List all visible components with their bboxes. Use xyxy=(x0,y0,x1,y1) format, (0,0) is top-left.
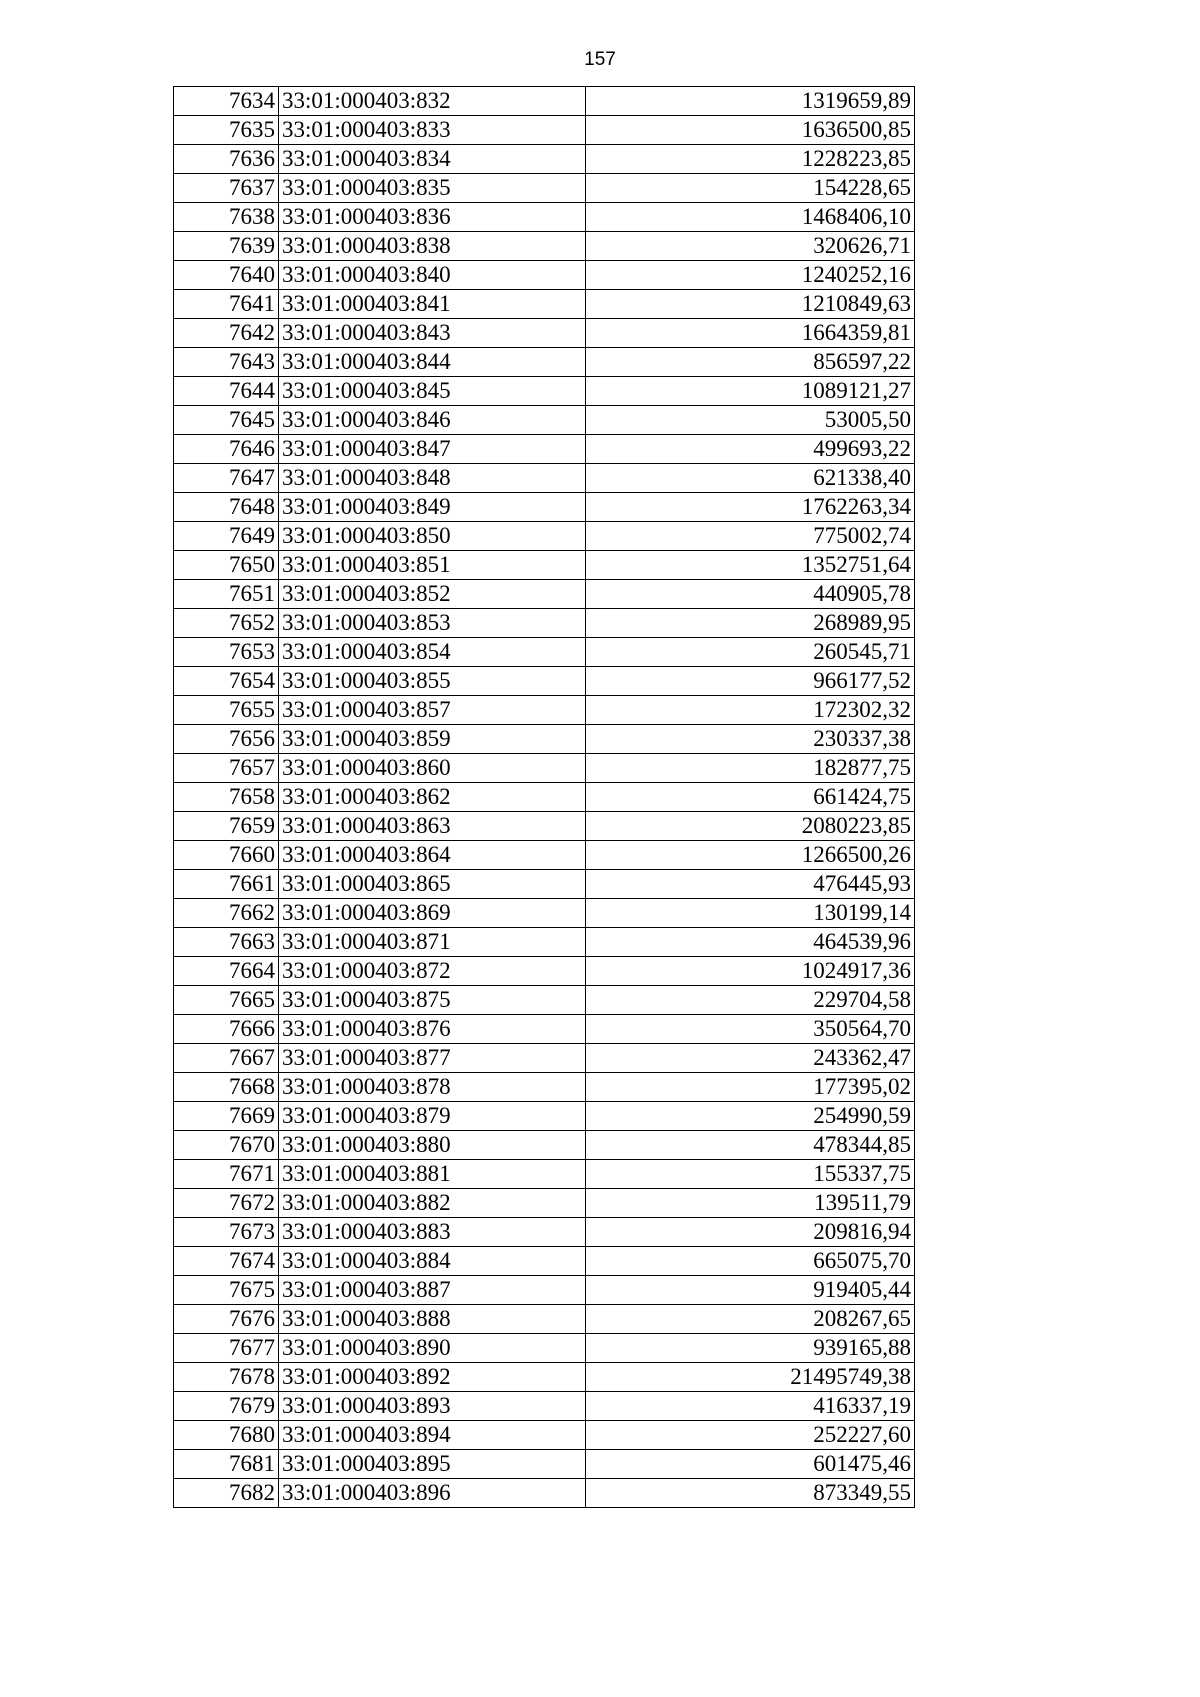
cadastral-value-cell: 254990,59 xyxy=(586,1102,915,1131)
cadastral-value-cell: 601475,46 xyxy=(586,1450,915,1479)
table-row xyxy=(174,1073,915,1102)
table-row xyxy=(174,1334,915,1363)
row-number-cell: 7648 xyxy=(174,493,279,522)
cadastral-value-cell: 252227,60 xyxy=(586,1421,915,1450)
cadastral-number-cell: 33:01:000403:844 xyxy=(279,348,586,377)
cadastral-value-cell: 476445,93 xyxy=(586,870,915,899)
row-number-cell: 7682 xyxy=(174,1479,279,1508)
row-number-cell: 7679 xyxy=(174,1392,279,1421)
cadastral-number-cell: 33:01:000403:859 xyxy=(279,725,586,754)
cadastral-value-cell: 1319659,89 xyxy=(586,87,915,116)
cadastral-value-cell: 416337,19 xyxy=(586,1392,915,1421)
row-number-cell: 7657 xyxy=(174,754,279,783)
cadastral-value-cell: 130199,14 xyxy=(586,899,915,928)
table-row xyxy=(174,870,915,899)
cadastral-number-cell: 33:01:000403:841 xyxy=(279,290,586,319)
table-body xyxy=(174,87,915,1508)
table-row xyxy=(174,1276,915,1305)
row-number-cell: 7678 xyxy=(174,1363,279,1392)
table-row xyxy=(174,493,915,522)
cadastral-value-cell: 464539,96 xyxy=(586,928,915,957)
cadastral-number-cell: 33:01:000403:865 xyxy=(279,870,586,899)
cadastral-number-cell: 33:01:000403:853 xyxy=(279,609,586,638)
row-number-cell: 7672 xyxy=(174,1189,279,1218)
table-row xyxy=(174,1305,915,1334)
cadastral-number-cell: 33:01:000403:895 xyxy=(279,1450,586,1479)
row-number-cell: 7652 xyxy=(174,609,279,638)
cadastral-number-cell: 33:01:000403:833 xyxy=(279,116,586,145)
table-row xyxy=(174,957,915,986)
cadastral-value-cell: 621338,40 xyxy=(586,464,915,493)
table-row xyxy=(174,580,915,609)
table-row xyxy=(174,986,915,1015)
row-number-cell: 7659 xyxy=(174,812,279,841)
row-number-cell: 7677 xyxy=(174,1334,279,1363)
table-row xyxy=(174,928,915,957)
cadastral-number-cell: 33:01:000403:862 xyxy=(279,783,586,812)
cadastral-number-cell: 33:01:000403:847 xyxy=(279,435,586,464)
cadastral-number-cell: 33:01:000403:896 xyxy=(279,1479,586,1508)
row-number-cell: 7675 xyxy=(174,1276,279,1305)
table-row xyxy=(174,667,915,696)
table-row xyxy=(174,1015,915,1044)
row-number-cell: 7646 xyxy=(174,435,279,464)
cadastral-value-cell: 919405,44 xyxy=(586,1276,915,1305)
cadastral-number-cell: 33:01:000403:840 xyxy=(279,261,586,290)
table-row xyxy=(174,1131,915,1160)
table-row xyxy=(174,812,915,841)
cadastral-number-cell: 33:01:000403:851 xyxy=(279,551,586,580)
cadastral-value-cell: 1210849,63 xyxy=(586,290,915,319)
cadastral-number-cell: 33:01:000403:832 xyxy=(279,87,586,116)
table-row xyxy=(174,203,915,232)
row-number-cell: 7644 xyxy=(174,377,279,406)
table-row xyxy=(174,783,915,812)
table-row xyxy=(174,1044,915,1073)
table-row xyxy=(174,522,915,551)
cadastral-value-cell: 440905,78 xyxy=(586,580,915,609)
cadastral-number-cell: 33:01:000403:860 xyxy=(279,754,586,783)
cadastral-number-cell: 33:01:000403:879 xyxy=(279,1102,586,1131)
cadastral-value-cell: 1664359,81 xyxy=(586,319,915,348)
row-number-cell: 7635 xyxy=(174,116,279,145)
row-number-cell: 7645 xyxy=(174,406,279,435)
table-row xyxy=(174,1479,915,1508)
cadastral-value-cell: 1228223,85 xyxy=(586,145,915,174)
cadastral-number-cell: 33:01:000403:836 xyxy=(279,203,586,232)
table-row xyxy=(174,754,915,783)
table-row xyxy=(174,174,915,203)
cadastral-number-cell: 33:01:000403:855 xyxy=(279,667,586,696)
cadastral-number-cell: 33:01:000403:888 xyxy=(279,1305,586,1334)
row-number-cell: 7670 xyxy=(174,1131,279,1160)
table-row xyxy=(174,435,915,464)
cadastral-number-cell: 33:01:000403:846 xyxy=(279,406,586,435)
table-row xyxy=(174,261,915,290)
cadastral-value-cell: 1762263,34 xyxy=(586,493,915,522)
cadastral-number-cell: 33:01:000403:869 xyxy=(279,899,586,928)
table-row xyxy=(174,290,915,319)
row-number-cell: 7681 xyxy=(174,1450,279,1479)
cadastral-number-cell: 33:01:000403:876 xyxy=(279,1015,586,1044)
cadastral-value-cell: 172302,32 xyxy=(586,696,915,725)
row-number-cell: 7641 xyxy=(174,290,279,319)
cadastral-number-cell: 33:01:000403:877 xyxy=(279,1044,586,1073)
row-number-cell: 7667 xyxy=(174,1044,279,1073)
row-number-cell: 7634 xyxy=(174,87,279,116)
cadastral-value-cell: 775002,74 xyxy=(586,522,915,551)
cadastral-number-cell: 33:01:000403:887 xyxy=(279,1276,586,1305)
cadastral-number-cell: 33:01:000403:857 xyxy=(279,696,586,725)
table-row xyxy=(174,609,915,638)
table-row xyxy=(174,348,915,377)
cadastral-number-cell: 33:01:000403:880 xyxy=(279,1131,586,1160)
cadastral-value-cell: 320626,71 xyxy=(586,232,915,261)
row-number-cell: 7640 xyxy=(174,261,279,290)
table-row xyxy=(174,232,915,261)
cadastral-number-cell: 33:01:000403:890 xyxy=(279,1334,586,1363)
cadastral-value-cell: 1240252,16 xyxy=(586,261,915,290)
cadastral-value-cell: 230337,38 xyxy=(586,725,915,754)
cadastral-value-cell: 1266500,26 xyxy=(586,841,915,870)
cadastral-value-cell: 1468406,10 xyxy=(586,203,915,232)
cadastral-value-cell: 665075,70 xyxy=(586,1247,915,1276)
table-row xyxy=(174,464,915,493)
cadastral-number-cell: 33:01:000403:864 xyxy=(279,841,586,870)
row-number-cell: 7674 xyxy=(174,1247,279,1276)
row-number-cell: 7647 xyxy=(174,464,279,493)
table-row xyxy=(174,1450,915,1479)
row-number-cell: 7668 xyxy=(174,1073,279,1102)
cadastral-value-cell: 499693,22 xyxy=(586,435,915,464)
row-number-cell: 7638 xyxy=(174,203,279,232)
cadastral-value-cell: 873349,55 xyxy=(586,1479,915,1508)
row-number-cell: 7660 xyxy=(174,841,279,870)
table-row xyxy=(174,319,915,348)
row-number-cell: 7655 xyxy=(174,696,279,725)
row-number-cell: 7662 xyxy=(174,899,279,928)
cadastral-number-cell: 33:01:000403:893 xyxy=(279,1392,586,1421)
table-row xyxy=(174,1363,915,1392)
table-row xyxy=(174,87,915,116)
table-row xyxy=(174,841,915,870)
cadastral-value-cell: 209816,94 xyxy=(586,1218,915,1247)
cadastral-value-cell: 350564,70 xyxy=(586,1015,915,1044)
cadastral-value-cell: 155337,75 xyxy=(586,1160,915,1189)
cadastral-number-cell: 33:01:000403:849 xyxy=(279,493,586,522)
table-row xyxy=(174,377,915,406)
table-row xyxy=(174,1247,915,1276)
cadastral-number-cell: 33:01:000403:881 xyxy=(279,1160,586,1189)
table-row xyxy=(174,1102,915,1131)
cadastral-number-cell: 33:01:000403:843 xyxy=(279,319,586,348)
table-row xyxy=(174,406,915,435)
cadastral-value-cell: 243362,47 xyxy=(586,1044,915,1073)
cadastral-value-cell: 939165,88 xyxy=(586,1334,915,1363)
row-number-cell: 7680 xyxy=(174,1421,279,1450)
cadastral-number-cell: 33:01:000403:852 xyxy=(279,580,586,609)
cadastral-value-cell: 208267,65 xyxy=(586,1305,915,1334)
row-number-cell: 7673 xyxy=(174,1218,279,1247)
table-row xyxy=(174,1392,915,1421)
cadastral-value-cell: 966177,52 xyxy=(586,667,915,696)
row-number-cell: 7654 xyxy=(174,667,279,696)
cadastral-value-table xyxy=(173,86,915,1508)
row-number-cell: 7642 xyxy=(174,319,279,348)
table-row xyxy=(174,116,915,145)
cadastral-value-cell: 154228,65 xyxy=(586,174,915,203)
cadastral-number-cell: 33:01:000403:854 xyxy=(279,638,586,667)
table-row xyxy=(174,1160,915,1189)
table-row xyxy=(174,696,915,725)
row-number-cell: 7661 xyxy=(174,870,279,899)
cadastral-value-cell: 1636500,85 xyxy=(586,116,915,145)
row-number-cell: 7663 xyxy=(174,928,279,957)
cadastral-value-cell: 661424,75 xyxy=(586,783,915,812)
cadastral-number-cell: 33:01:000403:838 xyxy=(279,232,586,261)
row-number-cell: 7651 xyxy=(174,580,279,609)
row-number-cell: 7649 xyxy=(174,522,279,551)
table-row xyxy=(174,899,915,928)
cadastral-value-cell: 478344,85 xyxy=(586,1131,915,1160)
table-row xyxy=(174,725,915,754)
row-number-cell: 7653 xyxy=(174,638,279,667)
cadastral-number-cell: 33:01:000403:884 xyxy=(279,1247,586,1276)
cadastral-number-cell: 33:01:000403:872 xyxy=(279,957,586,986)
table-row xyxy=(174,638,915,667)
cadastral-number-cell: 33:01:000403:875 xyxy=(279,986,586,1015)
row-number-cell: 7669 xyxy=(174,1102,279,1131)
row-number-cell: 7671 xyxy=(174,1160,279,1189)
cadastral-number-cell: 33:01:000403:883 xyxy=(279,1218,586,1247)
cadastral-value-cell: 139511,79 xyxy=(586,1189,915,1218)
cadastral-value-cell: 268989,95 xyxy=(586,609,915,638)
cadastral-number-cell: 33:01:000403:848 xyxy=(279,464,586,493)
cadastral-number-cell: 33:01:000403:892 xyxy=(279,1363,586,1392)
cadastral-value-cell: 260545,71 xyxy=(586,638,915,667)
cadastral-number-cell: 33:01:000403:835 xyxy=(279,174,586,203)
cadastral-value-cell: 1089121,27 xyxy=(586,377,915,406)
cadastral-value-cell: 1024917,36 xyxy=(586,957,915,986)
cadastral-number-cell: 33:01:000403:863 xyxy=(279,812,586,841)
table-row xyxy=(174,551,915,580)
row-number-cell: 7650 xyxy=(174,551,279,580)
cadastral-number-cell: 33:01:000403:878 xyxy=(279,1073,586,1102)
cadastral-number-cell: 33:01:000403:871 xyxy=(279,928,586,957)
row-number-cell: 7665 xyxy=(174,986,279,1015)
page-number: 157 xyxy=(584,49,616,70)
cadastral-value-cell: 2080223,85 xyxy=(586,812,915,841)
row-number-cell: 7639 xyxy=(174,232,279,261)
cadastral-value-cell: 856597,22 xyxy=(586,348,915,377)
row-number-cell: 7637 xyxy=(174,174,279,203)
table-row xyxy=(174,1421,915,1450)
row-number-cell: 7643 xyxy=(174,348,279,377)
table-row xyxy=(174,1189,915,1218)
row-number-cell: 7664 xyxy=(174,957,279,986)
cadastral-number-cell: 33:01:000403:845 xyxy=(279,377,586,406)
cadastral-value-cell: 53005,50 xyxy=(586,406,915,435)
cadastral-value-cell: 21495749,38 xyxy=(586,1363,915,1392)
cadastral-number-cell: 33:01:000403:834 xyxy=(279,145,586,174)
cadastral-number-cell: 33:01:000403:882 xyxy=(279,1189,586,1218)
table-row xyxy=(174,145,915,174)
cadastral-value-cell: 182877,75 xyxy=(586,754,915,783)
cadastral-value-cell: 177395,02 xyxy=(586,1073,915,1102)
row-number-cell: 7666 xyxy=(174,1015,279,1044)
cadastral-number-cell: 33:01:000403:894 xyxy=(279,1421,586,1450)
cadastral-number-cell: 33:01:000403:850 xyxy=(279,522,586,551)
cadastral-value-cell: 229704,58 xyxy=(586,986,915,1015)
row-number-cell: 7656 xyxy=(174,725,279,754)
table-row xyxy=(174,1218,915,1247)
row-number-cell: 7676 xyxy=(174,1305,279,1334)
cadastral-value-cell: 1352751,64 xyxy=(586,551,915,580)
row-number-cell: 7636 xyxy=(174,145,279,174)
row-number-cell: 7658 xyxy=(174,783,279,812)
